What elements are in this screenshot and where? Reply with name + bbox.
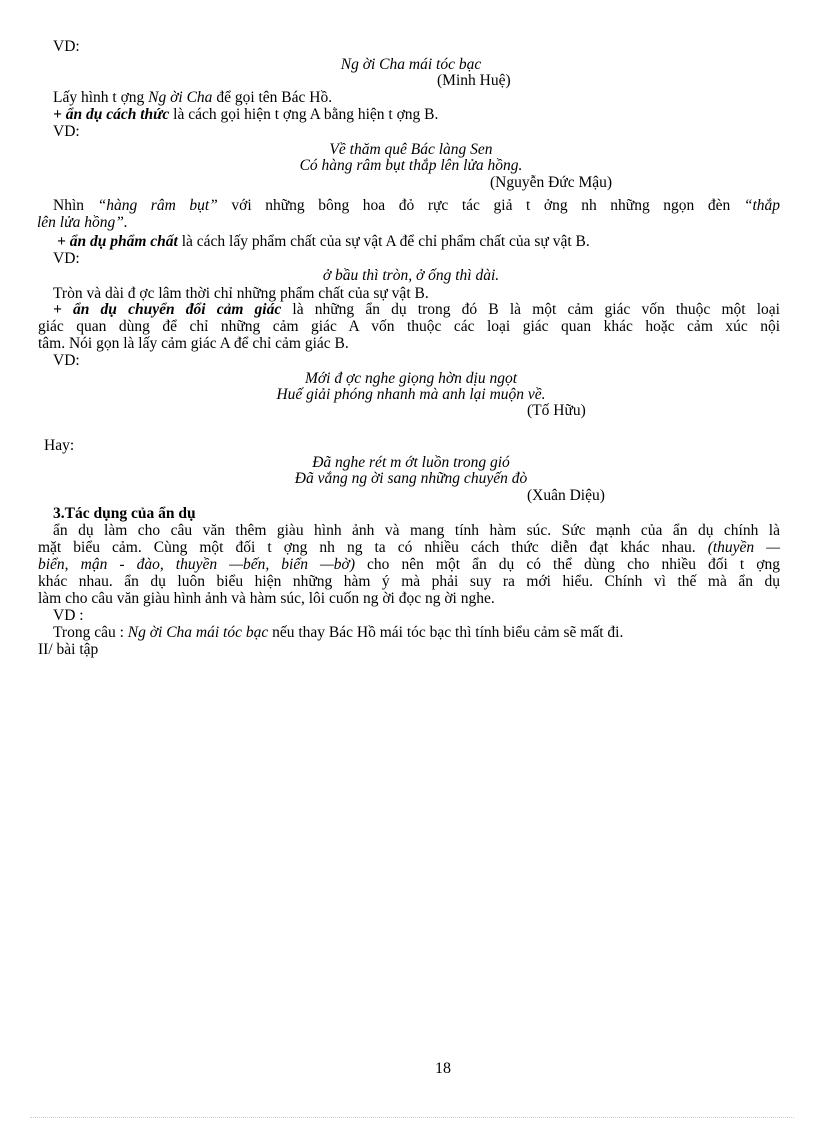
text: Nhìn: [53, 197, 98, 214]
italic-text: Ng ời Cha: [148, 89, 213, 106]
example-label: [44, 437, 74, 454]
paragraph-line: [38, 556, 780, 573]
poem-line: [0, 56, 816, 73]
example-label: [53, 123, 80, 140]
example-label: [53, 352, 80, 369]
exercise-heading: [38, 641, 98, 658]
term-heading: + ẩn dụ phẩm chất: [57, 233, 178, 250]
italic-text: “thắp: [743, 197, 781, 214]
poem-line: [0, 141, 816, 158]
text: VD:: [53, 250, 80, 267]
text: là cách lấy phẩm chất của sự vật A để chỉ phẩm chất của sự vật B.: [177, 233, 590, 250]
footer-divider: [30, 1117, 794, 1118]
poem-line: [0, 386, 816, 403]
text: (Tố Hữu): [527, 402, 586, 419]
paragraph-line: [53, 522, 780, 539]
paragraph-line: [38, 335, 349, 352]
paragraph-line: [53, 197, 780, 214]
poem-line: [0, 370, 816, 387]
text: VD:: [53, 38, 80, 55]
text: Đã vắng ng ời sang những chuyến đò: [294, 470, 528, 487]
text: khác nhau. ẩn dụ luôn biểu hiện những hàm ý mà phải suy ra mới hiểu. Chính vì thế mà ẩn dụ: [38, 573, 780, 590]
poem-line: [0, 157, 816, 174]
poem-author: [490, 174, 612, 191]
poem-author: [527, 487, 605, 504]
text: (Minh Huệ): [437, 72, 511, 89]
text: Trong câu :: [53, 624, 128, 641]
text: (Nguyễn Đức Mậu): [490, 174, 613, 191]
italic-text: biển, mận - đào, thuyền —bến, biển —bờ): [38, 556, 355, 573]
example-label: [53, 607, 84, 624]
text: Có hàng râm bụt thắp lên lửa hồng.: [299, 157, 523, 174]
text: ở bầu thì tròn, ở ống thì dài.: [322, 267, 500, 284]
text: Ng ời Cha mái tóc bạc: [340, 56, 482, 73]
text: Huế giải phóng nhanh mà anh lại muộn về.: [276, 386, 546, 403]
italic-text: Ng ời Cha mái tóc bạc: [127, 624, 269, 641]
paragraph-line: [57, 233, 590, 250]
text: Về thăm quê Bác làng Sen: [329, 141, 493, 158]
italic-text: “hàng râm bụt”: [97, 197, 218, 214]
text: Đã nghe rét m ớt luồn trong gió: [312, 454, 510, 471]
paragraph-line: [53, 285, 429, 302]
italic-text: (thuyền —: [707, 539, 780, 556]
text: VD:: [53, 352, 80, 369]
text: là những ẩn dụ trong đó B là một cảm giác vốn thuộc một loại: [281, 301, 780, 318]
text: mặt biểu cảm. Cùng một đối t ợng nh ng ta có nhiều cách thức diễn đạt khác nhau.: [38, 539, 708, 556]
poem-line: [0, 470, 816, 487]
section-heading: [53, 505, 196, 522]
paragraph-line: [53, 624, 623, 641]
text: tâm. Nói gọn là lấy cảm giác A để chỉ cảm giác B.: [38, 335, 349, 352]
paragraph-line: [53, 89, 332, 106]
text: giác quan dùng để chỉ những cảm giác A vốn thuộc các loại giác quan khác hoặc cảm xúc nội: [38, 318, 780, 335]
text: với những bông hoa đỏ rực tác giả t ởng nh những ngọn đèn: [217, 197, 744, 214]
paragraph-line: [38, 590, 495, 607]
text: Tròn và dài đ ợc lâm thời chỉ những phẩm chất của sự vật B.: [53, 285, 429, 302]
example-label: [53, 250, 80, 267]
text: Hay:: [44, 437, 75, 454]
example-label: [53, 38, 80, 55]
italic-text: lên lửa hồng”.: [37, 214, 128, 231]
text: ẩn dụ làm cho câu văn thêm giàu hình ảnh và mang tính hàm súc. Sức mạnh của ẩn dụ chính là: [53, 522, 780, 539]
text: (Xuân Diệu): [527, 487, 605, 504]
text: 3.Tác dụng của ẩn dụ: [53, 505, 196, 522]
paragraph-line: [53, 301, 780, 318]
text: VD :: [53, 607, 84, 624]
paragraph-line: [38, 318, 780, 335]
poem-author: [527, 402, 586, 419]
text: VD:: [53, 123, 80, 140]
paragraph-line: [53, 106, 438, 123]
paragraph-line: [38, 539, 780, 556]
text: Lấy hình t ợng: [53, 89, 149, 106]
paragraph-line: [37, 214, 128, 231]
term-heading: + ẩn dụ chuyển đổi cảm giác: [53, 301, 282, 318]
page-number: 18: [435, 1060, 451, 1077]
text: làm cho câu văn giàu hình ảnh và hàm súc, lôi cuốn ng ời đọc ng ời nghe.: [38, 590, 495, 607]
text: để gọi tên Bác Hồ.: [212, 89, 333, 106]
text: II/ bài tập: [38, 641, 99, 658]
poem-author: [437, 72, 511, 89]
text: Mới đ ợc nghe giọng hờn dịu ngọt: [304, 370, 518, 387]
term-heading: + ẩn dụ cách thức: [53, 106, 170, 123]
paragraph-line: [38, 573, 780, 590]
text: là cách gọi hiện t ợng A bằng hiện t ợng B.: [169, 106, 439, 123]
poem-line: [0, 267, 816, 284]
text: cho nên một ẩn dụ có thể dùng cho nhiều đối t ợng: [354, 556, 780, 573]
text: nếu thay Bác Hồ mái tóc bạc thì tính biểu cảm sẽ mất đi.: [268, 624, 624, 641]
poem-line: [0, 454, 816, 471]
